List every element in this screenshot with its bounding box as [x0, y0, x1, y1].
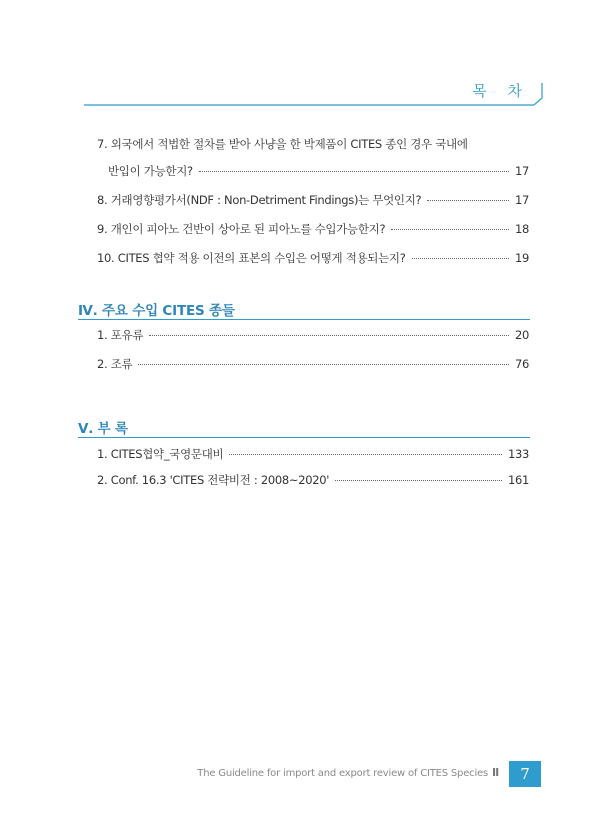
- toc-page-number: 161: [507, 473, 529, 487]
- toc-item-cites-convention[interactable]: [97, 446, 529, 466]
- toc-item-text: 반입이 가능한지?: [108, 164, 193, 178]
- section-heading-5[interactable]: Ⅴ. 부 록: [78, 421, 128, 437]
- footer-book-title: The Guideline for import and export review of CITES Species: [197, 768, 488, 779]
- toc-page-number: 133: [507, 447, 529, 461]
- section-heading-4[interactable]: Ⅳ. 주요 수입 CITES 종들: [78, 303, 235, 319]
- toc-item-10[interactable]: [97, 250, 529, 270]
- toc-item-strategic-vision[interactable]: [97, 472, 529, 492]
- toc-item-text: 9. 개인이 피아노 건반이 상아로 된 피아노를 수입가능한지?: [97, 222, 386, 236]
- toc-page-number: 18: [514, 222, 529, 236]
- section-divider: [78, 319, 530, 320]
- footer-volume: Ⅱ: [492, 766, 500, 779]
- toc-item-text: 8. 거래영향평가서(NDF : Non-Detriment Findings)는 무엇인지?: [97, 193, 422, 207]
- toc-item-9[interactable]: [97, 221, 529, 241]
- leader-dots: [335, 480, 502, 481]
- toc-item-mammals[interactable]: [97, 327, 529, 347]
- toc-item-text: 1. CITES협약_국영문대비: [97, 447, 224, 461]
- leader-dots: [229, 454, 502, 455]
- page-number-badge: [509, 761, 541, 787]
- toc-page-number: 76: [514, 357, 529, 371]
- toc-page-number: 17: [514, 164, 529, 178]
- leader-dots: [427, 200, 509, 201]
- toc-item-birds[interactable]: [97, 356, 529, 376]
- toc-item-8[interactable]: [97, 192, 529, 212]
- toc-page-number: 20: [514, 328, 529, 342]
- toc-page-number: 19: [514, 251, 529, 265]
- page-number: 7: [520, 765, 530, 783]
- section-divider: [78, 437, 530, 438]
- leader-dots: [412, 258, 509, 259]
- leader-dots: [391, 229, 509, 230]
- toc-item-7-cont[interactable]: [108, 163, 529, 183]
- toc-item-text: 2. 조류: [97, 357, 133, 371]
- toc-item-text: 7. 외국에서 적법한 절차를 받아 사냥을 한 박제품이 CITES 종인 경우 국내에: [97, 137, 468, 151]
- page-title: 목 차: [472, 82, 530, 100]
- toc-item-text: 10. CITES 협약 적용 이전의 표본의 수입은 어떻게 적용되는지?: [97, 251, 406, 265]
- toc-item-7[interactable]: [97, 136, 529, 156]
- toc-item-text: 1. 포유류: [97, 328, 144, 342]
- leader-dots: [149, 335, 509, 336]
- leader-dots: [199, 171, 509, 172]
- toc-item-text: 2. Conf. 16.3 'CITES 전략비전 : 2008~2020': [97, 473, 330, 487]
- leader-dots: [138, 364, 509, 365]
- toc-page-number: 17: [514, 193, 529, 207]
